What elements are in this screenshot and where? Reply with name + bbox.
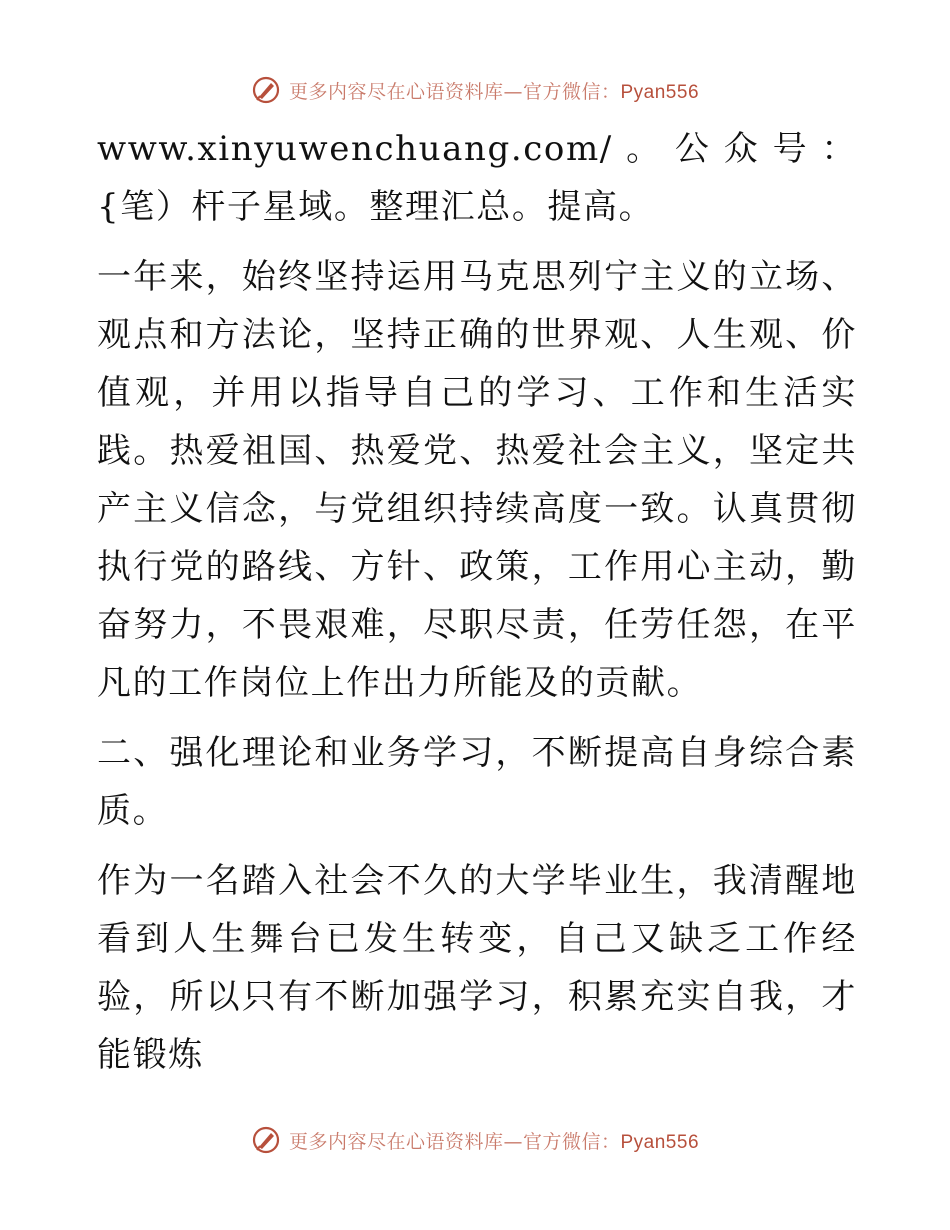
quill-pen-logo-icon (251, 1125, 281, 1155)
watermark-header (0, 70, 950, 110)
watermark-caption: 更多内容尽在心语资料库—官方微信： (288, 80, 621, 103)
quill-pen-logo-icon (251, 75, 281, 105)
watermark-footer (0, 1120, 950, 1160)
watermark-text (289, 1127, 699, 1154)
watermark-brand: Pyan556 (620, 81, 700, 103)
paragraph-section-heading: 二、强化理论和业务学习，不断提高自身综合素质。 (97, 733, 857, 831)
paragraph-source-line: www.xinyuwenchuang.com/。公众号：{笔）杆子星域。整理汇总。提高。 (97, 129, 857, 227)
paragraph-study-intro: 作为一名踏入社会不久的大学毕业生，我清醒地看到人生舞台已发生转变，自己又缺乏工作经验，所以只有不断加强学习，积累充实自我，才能锻炼 (97, 861, 857, 1075)
watermark-brand: Pyan556 (620, 1131, 700, 1153)
watermark-caption: 更多内容尽在心语资料库—官方微信： (288, 1130, 621, 1153)
watermark-text (289, 77, 699, 104)
document-body (97, 120, 857, 1084)
paragraph-political-stance: 一年来，始终坚持运用马克思列宁主义的立场、观点和方法论，坚持正确的世界观、人生观、价值观，并用以指导自己的学习、工作和生活实践。热爱祖国、热爱党、热爱社会主义，坚定共产主义信念，与党组织持续高度一致。认真贯彻执行党的路线、方针、政策，工作用心主动，勤奋努力，不畏艰难，尽职尽责，任劳任怨，在平凡的工作岗位上作出力所能及的贡献。 (97, 257, 857, 703)
